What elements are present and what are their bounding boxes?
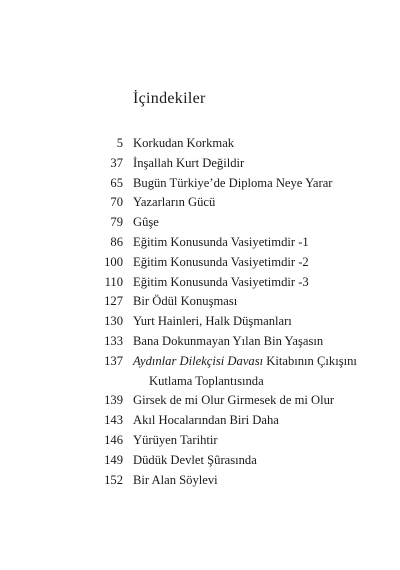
toc-list bbox=[0, 134, 400, 490]
toc-page-number: 133 bbox=[104, 333, 123, 348]
toc-entry-title: Eğitim Konusunda Vasiyetimdir -1 bbox=[133, 234, 309, 249]
toc-entry-title: Eğitim Konusunda Vasiyetimdir -2 bbox=[133, 254, 309, 269]
toc-page-number: 146 bbox=[104, 432, 123, 447]
toc-entry bbox=[0, 391, 400, 411]
toc-entry bbox=[0, 134, 400, 154]
toc-entry bbox=[0, 451, 400, 471]
toc-page-number: 149 bbox=[104, 452, 123, 467]
toc-entry-title: İnşallah Kurt Değildir bbox=[133, 155, 245, 170]
toc-page-number: 130 bbox=[104, 314, 123, 329]
toc-entry-title-continuation: Kutlama Toplantısında bbox=[149, 373, 264, 388]
toc-entry bbox=[0, 352, 400, 392]
toc-entry-title: Girsek de mi Olur Girmesek de mi Olur bbox=[133, 393, 335, 408]
toc-entry bbox=[0, 411, 400, 431]
toc-entry bbox=[0, 431, 400, 451]
toc-entry bbox=[0, 154, 400, 174]
toc-entry-title: Bana Dokunmayan Yılan Bin Yaşasın bbox=[133, 333, 324, 348]
toc-entry bbox=[0, 273, 400, 293]
toc-entry-title: Akıl Hocalarından Biri Daha bbox=[133, 413, 279, 428]
toc-entry bbox=[0, 213, 400, 233]
toc-page-number: 79 bbox=[110, 215, 123, 230]
toc-page-number: 110 bbox=[104, 274, 123, 289]
toc-entry bbox=[0, 312, 400, 332]
toc-entry-title: Korkudan Korkmak bbox=[133, 136, 235, 150]
toc-entry-title: Düdük Devlet Şûrasında bbox=[133, 452, 257, 467]
toc-entry-title: Bir Ödül Konuşması bbox=[133, 294, 238, 309]
toc-entry bbox=[0, 332, 400, 352]
toc-entry-title-italic: Aydınlar Dilekçisi Davası bbox=[133, 353, 264, 368]
toc-page-number: 152 bbox=[104, 472, 123, 487]
toc-entry-title: Yürüyen Tarihtir bbox=[133, 432, 218, 447]
toc-entry-title-rest: Kitabının Çıkışını bbox=[263, 353, 357, 368]
toc-page-number: 137 bbox=[104, 353, 123, 368]
toc-entry-title: Eğitim Konusunda Vasiyetimdir -3 bbox=[133, 274, 309, 289]
toc-entry-title bbox=[133, 352, 373, 392]
toc-entry bbox=[0, 193, 400, 213]
toc-page-number: 5 bbox=[116, 136, 123, 150]
toc-entry bbox=[0, 292, 400, 312]
toc-page-number: 143 bbox=[104, 413, 123, 428]
toc-entry-title: Yurt Hainleri, Halk Düşmanları bbox=[133, 314, 292, 329]
toc-page-number: 65 bbox=[110, 175, 123, 190]
toc-entry-title: Bir Alan Söylevi bbox=[133, 472, 218, 487]
toc-entry bbox=[0, 174, 400, 194]
toc-entry bbox=[0, 471, 400, 491]
toc-page-number: 127 bbox=[104, 294, 123, 309]
toc-entry bbox=[0, 233, 400, 253]
toc-entry-title: Yazarların Gücü bbox=[133, 195, 216, 210]
toc-page-number: 139 bbox=[104, 393, 123, 408]
toc-page-number: 86 bbox=[110, 234, 123, 249]
page-title: İçindekiler bbox=[133, 90, 206, 107]
toc-page-number: 100 bbox=[104, 254, 123, 269]
toc-entry bbox=[0, 253, 400, 273]
toc-page-number: 70 bbox=[110, 195, 123, 210]
toc-entry-title: Gûşe bbox=[133, 215, 159, 230]
toc-entry-title: Bugün Türkiye’de Diploma Neye Yarar bbox=[133, 175, 333, 190]
toc-page-number: 37 bbox=[110, 155, 123, 170]
